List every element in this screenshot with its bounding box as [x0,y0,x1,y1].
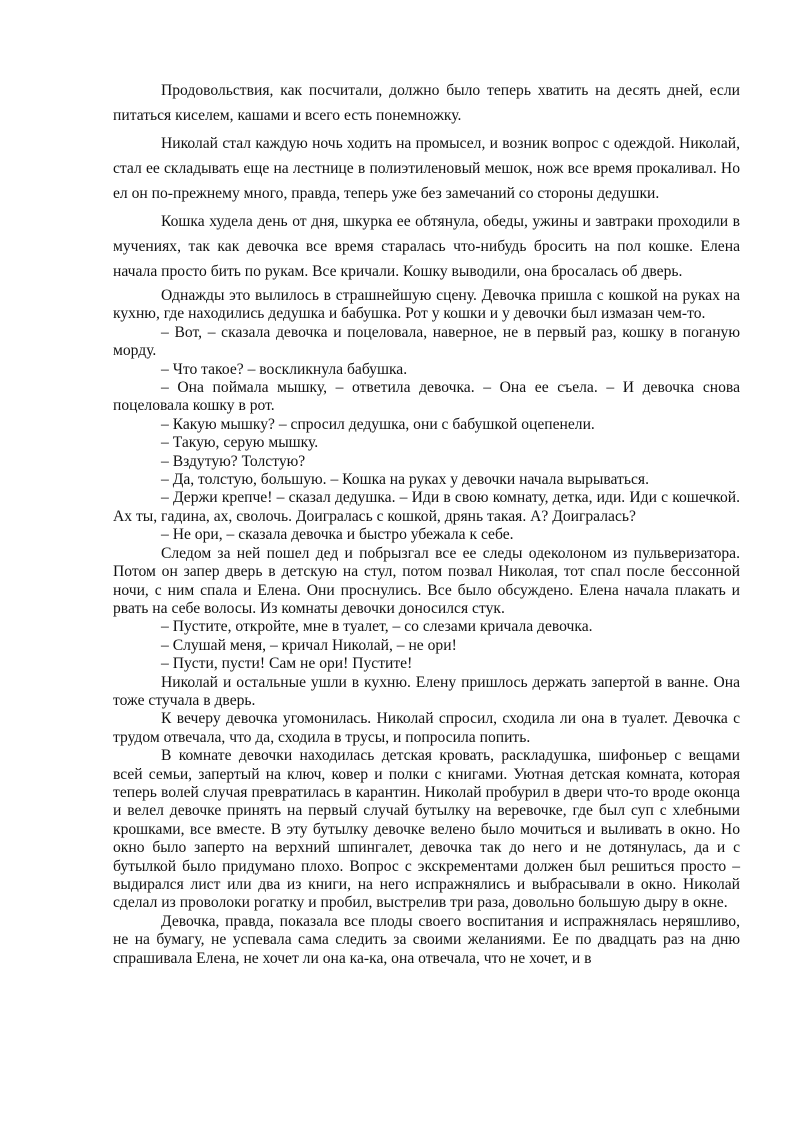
paragraph: Продовольствия, как посчитали, должно было теперь хватить на десять дней, если питаться киселем, кашами и всего есть понемножку. [113,82,740,124]
dialogue-line: – Вот, – сказала девочка и поцеловала, наверное, не в первый раз, кошку в поганую морду. [113,323,740,360]
dialogue-line: – Да, толстую, большую. – Кошка на руках у девочки начала вырываться. [161,471,649,489]
dialogue-line: – Она поймала мышку, – ответила девочка. – Она ее съела. – И девочка снова поцеловала кошку в рот. [113,379,740,415]
paragraph: В комнате девочки находилась детская кровать, раскладушка, шифоньер с вещами всей семьи, запертый на ключ, ковер и полки с книгами. Уютная детская комната, которая теперь волей случая превратилась в карантин. Николай пробурил в двери что-то вроде оконца и велел девочке принять на первый случай бутылку на веревочке, где был суп с хлебными крошками, все вместе. В эту бутылку девочке велено было мочиться и выливать в окно. Но окно было заперто на верхний шпингалет, девочка так до него и не дотянулась, да и с бутылкой было придумано плохо. Вопрос с экскрементами должен был решиться просто – выдирался лист или два из книги, на него испражнялись и выбрасывали в окно. Николай сделал из проволоки рогатку и пробил, выстрелив три раза, довольно большую дыру в окне. [113,747,740,912]
paragraph: Кошка худела день от дня, шкурка ее обтянула, обеды, ужины и завтраки проходили в мучениях, так как девочка все время старалась что-нибудь бросить на пол кошке. Елена начала просто бить по рукам. Все кричали. Кошку выводили, она бросалась об дверь. [113,213,740,280]
paragraph: Николай стал каждую ночь ходить на промысел, и возник вопрос с одеждой. Николай, стал ее складывать еще на лестнице в полиэтиленовый мешок, нож все время прокаливал. Но ел он по-прежнему много, правда, теперь уже без замечаний со стороны дедушки. [113,135,740,202]
dialogue-line: – Такую, серую мышку. [161,434,319,452]
paragraph: Следом за ней пошел дед и побрызгал все ее следы одеколоном из пульверизатора. Потом он запер дверь в детскую на стул, потом позвал Николая, тот спал после бессонной ночи, с ним спала и Елена. Они проснулись. Все было обсуждено. Елена начала плакать и рвать на себе волосы. Из комнаты девочки доносился стук. [113,544,740,617]
paragraph: Девочка, правда, показала все плоды своего воспитания и испражнялась неряшливо, не на бумагу, не успевала сама следить за своими желаниями. Ее по двадцать раз на дню спрашивала Елена, не хочет ли она ка-ка, она отвечала, что не хочет, и в [113,912,740,967]
document-page [113,78,740,968]
dialogue-line: – Какую мышку? – спросил дедушка, они с бабушкой оцепенели. [161,415,595,433]
dialogue-line: – Слушай меня, – кричал Николай, – не ори! [161,636,457,654]
dialogue-line: – Не ори, – сказала девочка и быстро убежала к себе. [161,526,514,544]
dialogue-line: – Пусти, пусти! Сам не ори! Пустите! [161,655,413,673]
dialogue-line: – Вздутую? Толстую? [161,452,306,470]
dialogue-line: – Пустите, откройте, мне в туалет, – со слезами кричала девочка. [161,618,593,636]
dialogue-line: – Что такое? – воскликнула бабушка. [161,360,408,378]
dialogue-line: – Держи крепче! – сказал дедушка. – Иди в свою комнату, детка, иди. Иди с кошечкой. Ах ты, гадина, ах, сволочь. Доигралась с кошкой, дрянь такая. А? Доигралась? [113,489,740,525]
paragraph: К вечеру девочка угомонилась. Николай спросил, сходила ли она в туалет. Девочка с трудом отвечала, что да, сходила в трусы, и попросила попить. [113,710,740,746]
paragraph: Николай и остальные ушли в кухню. Елену пришлось держать запертой в ванне. Она тоже стучала в дверь. [113,673,740,709]
paragraph: Однажды это вылилось в страшнейшую сцену. Девочка пришла с кошкой на руках на кухню, где находились дедушка и бабушка. Рот у кошки и у девочки был измазан чем-то. [113,287,740,323]
